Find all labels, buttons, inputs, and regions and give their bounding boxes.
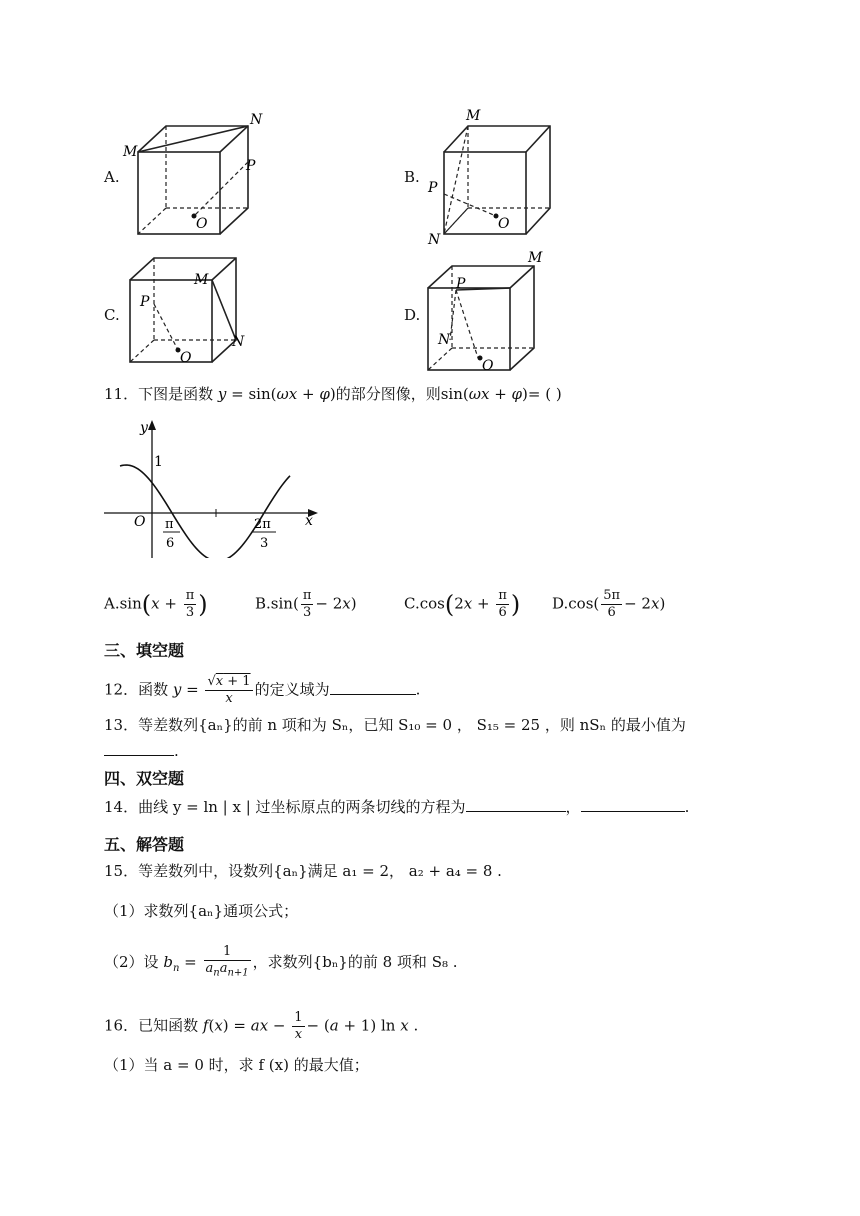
origin-label: O	[134, 514, 146, 530]
answer-blank[interactable]	[104, 741, 174, 756]
option-label: A.	[104, 594, 120, 613]
section-title: 四、双空题	[104, 769, 185, 788]
question-11: 11．下图是函数 y = sin(ωx + φ)的部分图像，则sin(ωx + φ)= ( )	[104, 385, 562, 403]
label-m: M	[466, 108, 481, 124]
answer-blank[interactable]	[330, 680, 416, 695]
comma: ，	[565, 798, 581, 816]
option-label: B.	[255, 594, 271, 613]
question-text: 下图是函数	[138, 385, 214, 403]
question-15-part-2: （2）设 $b_n$ = $\frac{1}{a_na_{n+1}}$ ，求数列{bₙ}的前 8 项和 S₈ .	[104, 944, 458, 979]
tick-2pi-over-3-den: 3	[260, 536, 269, 551]
option-label: D.	[552, 594, 569, 613]
question-12: 12．函数 y = $\frac{√x + 1}{x}$ 的定义域为 .	[104, 674, 421, 706]
question-text: （2）设	[104, 952, 159, 971]
period: .	[415, 680, 421, 699]
y-tick-one: 1	[154, 454, 163, 470]
y-axis-label: y	[140, 420, 148, 436]
sine-graph	[102, 418, 324, 558]
question-14	[104, 796, 689, 818]
period: .	[684, 798, 690, 816]
q11-option-b: B.sin( $\frac{\pi}{3}$ − 2x)	[255, 588, 357, 620]
question-number: 12．	[104, 680, 139, 699]
answer-blank-1[interactable]	[466, 797, 566, 812]
label-p: P	[428, 180, 438, 196]
label-o: O	[180, 350, 192, 366]
label-m: M	[123, 144, 138, 160]
label-p: P	[456, 276, 466, 292]
q11-option-d: D.cos( $\frac{5\pi}{6}$ − 2x)	[552, 588, 666, 620]
question-number: 13．	[104, 716, 139, 734]
tick-pi-over-6-den: 6	[166, 536, 175, 551]
label-o: O	[498, 216, 510, 232]
label-n: N	[438, 332, 451, 348]
q11-option-c: C.cos(2x + $\frac{\pi}{6}$ )	[404, 588, 521, 620]
question-number: 16．	[104, 1016, 139, 1035]
question-16: 16．已知函数 f(x) = ax − $\frac{1}{x}$ − (a + 1) ln x .	[104, 1010, 419, 1042]
x-axis-label: x	[305, 513, 313, 529]
tick-pi-over-6-num: π	[165, 517, 174, 532]
section-title: 三、填空题	[104, 641, 185, 660]
question-text: = ( )	[527, 385, 562, 403]
tick-2pi-over-3-num: 2π	[254, 517, 271, 532]
question-text: ，求数列{bₙ}的前 8 项和 S₈ .	[252, 952, 458, 971]
question-text: 等差数列{aₙ}的前 n 项和为 Sₙ，已知 S₁₀ = 0 ， S₁₅ = 25 ，则 nSₙ 的最小值为	[138, 716, 686, 734]
option-a-label: A.	[104, 168, 120, 186]
section-title: 五、解答题	[104, 835, 185, 854]
label-n: N	[232, 334, 245, 350]
question-13-blank-line	[104, 740, 179, 762]
cube-figure-d	[420, 246, 560, 374]
label-n: N	[428, 232, 441, 246]
label-m: M	[194, 272, 209, 288]
label-m: M	[528, 250, 543, 266]
cube-figure-b	[420, 104, 560, 246]
question-13	[104, 714, 686, 736]
question-text: 函数	[138, 680, 169, 699]
question-15	[104, 860, 502, 882]
option-label: C.	[404, 594, 420, 613]
question-16-part-1: （1）当 a = 0 时，求 f (x) 的最大值；	[104, 1056, 369, 1074]
q11-option-a: A.sin(x + $\frac{\pi}{3}$ )	[104, 588, 208, 620]
label-o: O	[196, 216, 208, 232]
option-c-label: C.	[104, 306, 120, 324]
label-n: N	[250, 112, 263, 128]
cube-figure-c	[118, 250, 258, 374]
label-o: O	[482, 358, 494, 374]
option-d-label: D.	[404, 306, 421, 324]
question-15-part-1: （1）求数列{aₙ}通项公式；	[104, 902, 299, 920]
question-number: 11．	[104, 385, 139, 403]
question-text: 等差数列中，设数列{aₙ}满足 a₁ = 2， a₂ + a₄ = 8 .	[138, 862, 502, 880]
option-b-label: B.	[404, 168, 420, 186]
question-text: 已知函数	[138, 1016, 199, 1035]
label-p: P	[246, 158, 256, 174]
label-p: P	[140, 294, 150, 310]
answer-blank-2[interactable]	[581, 797, 685, 812]
question-text: 的部分图像，则	[335, 385, 441, 403]
question-text: 曲线 y = ln | x | 过坐标原点的两条切线的方程为	[138, 798, 466, 816]
cube-figure-a	[118, 104, 268, 242]
question-number: 14．	[104, 798, 139, 816]
question-number: 15．	[104, 862, 139, 880]
question-text: 的定义域为	[254, 680, 330, 699]
period: .	[174, 742, 179, 760]
